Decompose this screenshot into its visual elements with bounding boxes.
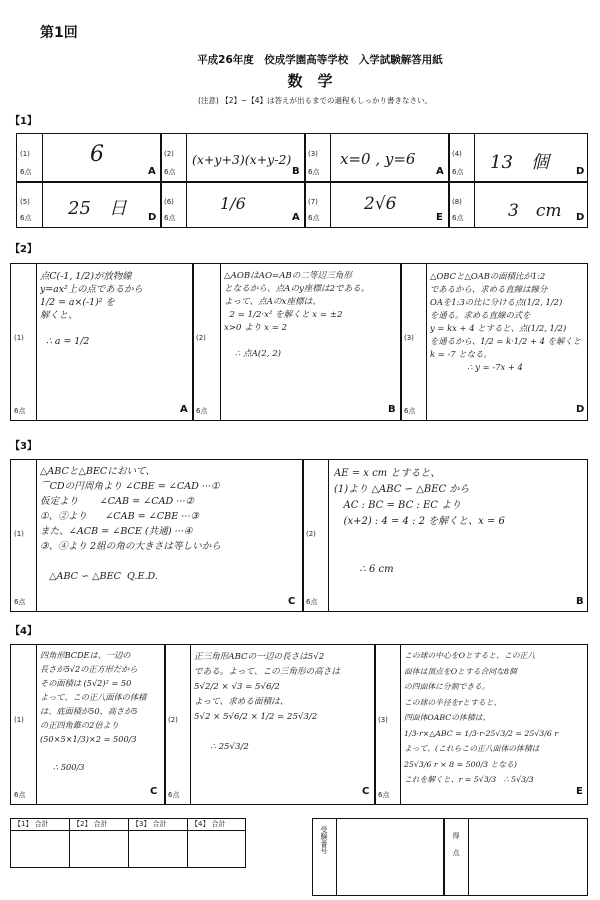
points-label: 6点: [14, 598, 26, 606]
round-label: 第1回: [40, 25, 78, 41]
question-number: (1): [14, 334, 24, 342]
total-label-2: 【2】 合計: [73, 820, 108, 828]
question-number: (4): [452, 150, 462, 158]
grade-mark: A: [436, 166, 444, 177]
grade-mark: A: [148, 166, 156, 177]
total-label-4: 【4】 合計: [191, 820, 226, 828]
grade-mark: B: [388, 404, 396, 415]
points-label: 6点: [404, 407, 416, 415]
grade-mark: D: [148, 212, 157, 223]
working-text: AE = x cm とすると、 (1)より △ABC ∽ △BEC から AC : BC = BC : EC より (x+2) : 4 = 4 : 2 を解くと、x = 6 ∴ 6 cm: [334, 468, 505, 575]
grade-mark: B: [576, 596, 584, 607]
points-label: 6点: [196, 407, 208, 415]
grade-mark: C: [150, 786, 158, 797]
working-text: △AOBはAO=ABの二等辺三角形 となるから、点Aのy座標は2である。 よって、点Aのx座標は、 2 = 1/2·x² を解くと x = ±2 x>0 より x = 2 ∴ 点A(2, 2): [224, 271, 370, 359]
working-text: 正三角形ABCの一辺の長さは5√2 である。よって、この三角形の高さは 5√2/2 × √3 = 5√6/2 よって、求める面積は、 5√2 × 5√6/2 × 1/2 = 25√3/2 ∴ 25√3/2: [194, 652, 340, 752]
question-number: (2): [306, 530, 316, 538]
question-number: (3): [404, 334, 414, 342]
section2-heading: 【2】: [10, 244, 37, 255]
exam-number-label: 受験番号: [320, 826, 328, 854]
question-number: (8): [452, 198, 462, 206]
points-label: 6点: [168, 791, 180, 799]
answer-text: 13 個: [490, 152, 549, 173]
points-label: 6点: [452, 168, 464, 176]
answer-text: 6: [90, 142, 104, 167]
grade-mark: D: [576, 404, 585, 415]
points-label: 6点: [308, 214, 320, 222]
grade-mark: A: [180, 404, 188, 415]
question-number: (2): [196, 334, 206, 342]
working-text: 点C(-1, 1/2)が放物線 y=ax²上の点であるから 1/2 = a×(-1)² を 解くと、 ∴ a = 1/2: [40, 271, 143, 347]
total-label-3: 【3】 合計: [132, 820, 167, 828]
points-label: 6点: [306, 598, 318, 606]
grade-mark: C: [362, 786, 370, 797]
points-label: 6点: [164, 168, 176, 176]
grade-mark: E: [436, 212, 443, 223]
answer-text: 3 cm: [508, 201, 562, 221]
answer-text: 2√6: [364, 194, 397, 214]
page-title: 平成26年度 佼成学園高等学校 入学試験解答用紙: [197, 54, 443, 66]
total-label-1: 【1】 合計: [14, 820, 49, 828]
grade-mark: E: [576, 786, 583, 797]
working-text: △ABCと△BECにおいて、 ⌒CDの円周角より ∠CBE = ∠CAD ···① 仮定より ∠CAB = ∠CAD ···② ①、②より ∠CAB = ∠CBE ···③ また、∠ACB = ∠BCE (共通) ···④ ③、④より 2組の角の大きさは等しいから △ABC ∽ △BEC Q.E.D.: [40, 466, 221, 582]
answer-text: 1/6: [220, 194, 246, 213]
points-label: 6点: [14, 407, 26, 415]
score-label: 得点: [452, 832, 460, 866]
section3-heading: 【3】: [10, 441, 37, 452]
grade-mark: B: [292, 166, 300, 177]
working-text: この球の中心をOとすると、この正八 面体は頂点をOとする合同な8個 の四面体に分割できる。 この球の半径をrとすると、 四面体OABCの体積は、 1/3·r×△ABC = 1/3·r·25√3/2 = 25√3/6 r よって、(これらこの正八面体の体積は 25√3/6 r × 8 = 500/3 となる) これを解くと、r = 5√3/3 ∴ 5√3/3: [404, 651, 559, 784]
instruction-note: (注意) 【2】~【4】は答えが出るまでの過程もしっかり書きなさい。: [197, 96, 433, 105]
subject-title: 数 学: [287, 72, 333, 90]
question-number: (1): [20, 150, 30, 158]
points-label: 6点: [378, 791, 390, 799]
question-number: (3): [378, 716, 388, 724]
points-label: 6点: [20, 214, 32, 222]
working-text: 四角形BCDEは、一辺の 長さが5√2の正方形だから その面積は (5√2)² = 50 よって、この正八面体の体積 は、底面積が50、高さが5 の正四角錐の2倍より (50×5×1/3)×2 = 500/3 ∴ 500/3: [40, 650, 147, 772]
section4-heading: 【4】: [10, 626, 37, 637]
question-number: (7): [308, 198, 318, 206]
working-text: △OBCと△OABの面積比が1:2 であるから、求める直線は線分 OAを1:3の比に分ける点(1/2, 1/2) を通る。求める直線の式を y = kx + 4 とすると、点(1/2, 1/2) を通るから、1/2 = k·1/2 + 4 を解くと k = -7 となる。 ∴ y = -7x + 4: [430, 271, 582, 372]
grade-mark: A: [292, 212, 300, 223]
question-number: (2): [164, 150, 174, 158]
answer-text: x=0 , y=6: [340, 150, 416, 168]
grade-mark: D: [576, 212, 585, 223]
grade-mark: D: [576, 166, 585, 177]
question-number: (6): [164, 198, 174, 206]
question-number: (2): [168, 716, 178, 724]
answer-text: (x+y+3)(x+y-2): [192, 152, 292, 167]
question-number: (3): [308, 150, 318, 158]
score-box: [444, 818, 588, 896]
points-label: 6点: [308, 168, 320, 176]
points-label: 6点: [452, 214, 464, 222]
points-label: 6点: [20, 168, 32, 176]
question-number: (5): [20, 198, 30, 206]
exam-number-box: [312, 818, 444, 896]
section1-heading: 【1】: [10, 116, 37, 127]
question-number: (1): [14, 716, 24, 724]
grade-mark: C: [288, 596, 296, 607]
answer-text: 25 日: [68, 198, 127, 219]
points-label: 6点: [164, 214, 176, 222]
question-number: (1): [14, 530, 24, 538]
points-label: 6点: [14, 791, 26, 799]
